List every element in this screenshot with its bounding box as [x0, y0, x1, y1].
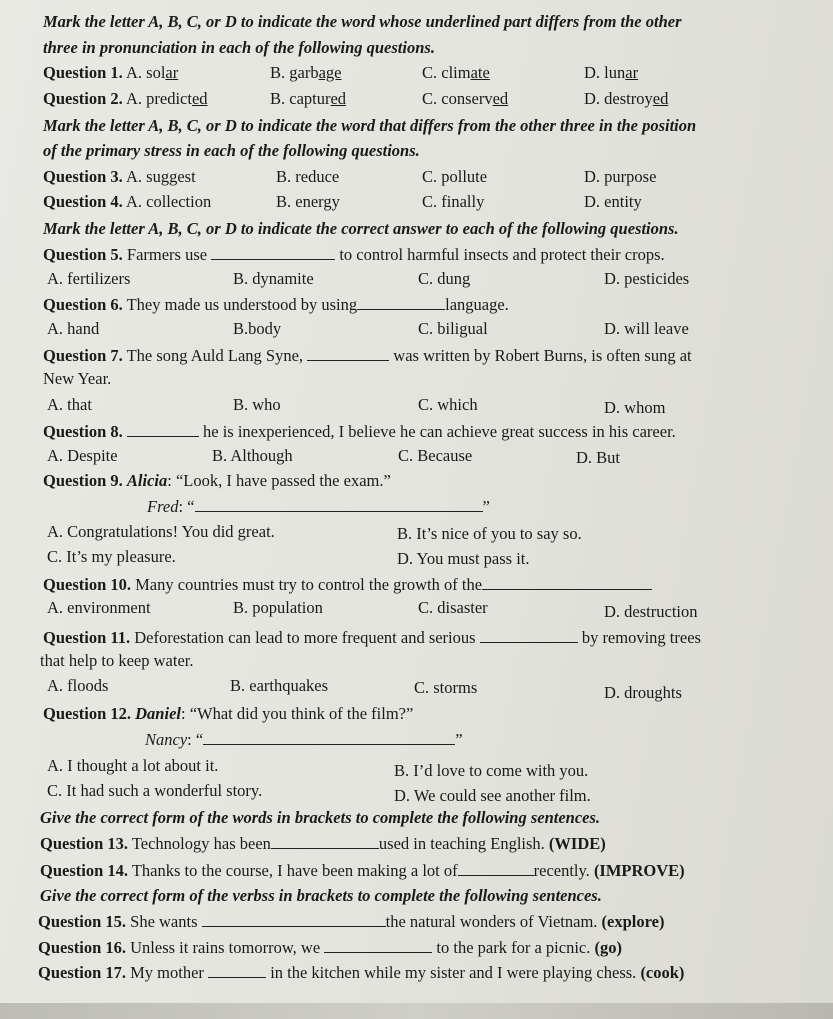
- question-4-option-c: C. finally: [422, 192, 485, 211]
- question-2-option-d: D. destroyed: [584, 89, 669, 108]
- question-2-option-c: C. conserved: [422, 89, 509, 108]
- question-11: Question 11. Deforestation can lead to more frequent and serious by removing trees: [43, 628, 701, 647]
- question-17: Question 17. My mother in the kitchen while my sister and I were playing chess. (cook): [38, 963, 685, 982]
- answer-blank[interactable]: [208, 962, 266, 978]
- question-5: Question 5. Farmers use to control harmful insects and protect their crops.: [43, 245, 665, 264]
- answer-blank[interactable]: [357, 294, 445, 310]
- question-10-option-b: B. population: [233, 598, 323, 617]
- question-16: Question 16. Unless it rains tomorrow, we to the park for a picnic. (go): [38, 938, 622, 957]
- answer-blank[interactable]: [458, 860, 534, 876]
- word-hint: (WIDE): [548, 834, 606, 853]
- question-6-option-c: C. biligual: [418, 319, 488, 338]
- question-2-option-b: B. captured: [270, 89, 347, 108]
- question-8-option-d: D. But: [576, 448, 621, 467]
- question-11-option-b: B. earthquakes: [230, 676, 329, 695]
- question-9-option-d: D. You must pass it.: [397, 549, 530, 568]
- answer-blank[interactable]: [480, 627, 578, 643]
- word-hint: (go): [594, 938, 622, 957]
- question-12-option-d: D. We could see another film.: [394, 786, 591, 805]
- option-a: A. suggest: [125, 167, 196, 186]
- question-5-option-b: B. dynamite: [233, 269, 314, 288]
- question-2: [43, 89, 208, 109]
- question-8: Question 8. he is inexperienced, I believe he can achieve great success in his career.: [43, 422, 676, 441]
- question-label: Question 2.: [43, 89, 123, 108]
- question-8-option-b: B. Although: [212, 446, 293, 465]
- question-3-option-d: D. purpose: [584, 167, 657, 186]
- question-12-option-a: A. I thought a lot about it.: [47, 756, 219, 775]
- question-12-option-c: C. It had such a wonderful story.: [47, 781, 263, 800]
- question-11-continued: that help to keep water.: [40, 651, 194, 670]
- word-hint: (cook): [640, 963, 685, 982]
- question-11-option-d: D. droughts: [604, 683, 682, 702]
- question-1-option-b: B. garbage: [270, 63, 342, 82]
- question-12: Question 12. Daniel: “What did you think of the film?”: [43, 704, 414, 723]
- answer-blank[interactable]: [271, 833, 379, 849]
- question-7-option-b: B. who: [233, 395, 281, 414]
- instruction-correct-answer: Mark the letter A, B, C, or D to indicate the correct answer to each of the following questions.: [43, 219, 679, 238]
- answer-blank[interactable]: [307, 345, 389, 361]
- question-8-option-c: C. Because: [398, 446, 473, 465]
- question-12-response: Nancy: “ ”: [145, 730, 463, 749]
- question-9: Question 9. Alicia: “Look, I have passed the exam.”: [43, 471, 391, 490]
- question-10-option-c: C. disaster: [418, 598, 488, 617]
- question-7-continued: New Year.: [43, 369, 112, 388]
- question-7-option-c: C. which: [418, 395, 478, 414]
- speaker-name: Fred: [147, 497, 179, 516]
- question-10-option-d: D. destruction: [604, 602, 698, 621]
- question-5-option-d: D. pesticides: [604, 269, 690, 288]
- question-1: [43, 63, 178, 83]
- option-a: A. predicted: [125, 89, 208, 108]
- instruction-stress-line2: of the primary stress in each of the following questions.: [43, 141, 420, 160]
- question-5-option-c: C. dung: [418, 269, 471, 288]
- answer-blank[interactable]: [324, 937, 432, 953]
- question-6-option-a: A. hand: [47, 319, 100, 338]
- option-a: A. solar: [125, 63, 179, 82]
- question-label: Question 1.: [43, 63, 123, 82]
- question-9-option-a: A. Congratulations! You did great.: [47, 522, 275, 541]
- answer-blank[interactable]: [202, 911, 386, 927]
- question-4: Question 4. A. collection: [43, 192, 212, 211]
- question-9-option-b: B. It’s nice of you to say so.: [397, 524, 582, 543]
- question-4-option-d: D. entity: [584, 192, 642, 211]
- question-1-option-c: C. climate: [422, 63, 490, 82]
- question-7-option-a: A. that: [47, 395, 92, 414]
- question-1-option-d: D. lunar: [584, 63, 639, 82]
- question-6-option-d: D. will leave: [604, 319, 689, 338]
- question-13: Question 13. Technology has been used in teaching English. (WIDE): [40, 834, 606, 853]
- question-11-option-a: A. floods: [47, 676, 109, 695]
- question-3: Question 3. A. suggest: [43, 167, 196, 186]
- question-7-option-d: D. whom: [604, 398, 666, 417]
- question-6-option-b: B.body: [233, 319, 282, 338]
- question-3-option-b: B. reduce: [276, 167, 340, 186]
- question-9-option-c: C. It’s my pleasure.: [47, 547, 176, 566]
- question-14: Question 14. Thanks to the course, I have been making a lot of recently. (IMPROVE): [40, 861, 685, 880]
- question-12-option-b: B. I’d love to come with you.: [394, 761, 589, 780]
- page-bottom-edge: [0, 1003, 833, 1019]
- question-5-option-a: A. fertilizers: [47, 269, 131, 288]
- question-8-option-a: A. Despite: [47, 446, 118, 465]
- answer-blank[interactable]: [203, 729, 455, 745]
- answer-blank[interactable]: [127, 421, 199, 437]
- instruction-verb-form: Give the correct form of the verbss in brackets to complete the following sentences.: [40, 886, 602, 905]
- instruction-stress-line1: Mark the letter A, B, C, or D to indicate the word that differs from the other three in the position: [43, 116, 697, 135]
- speaker-name: Nancy: [145, 730, 188, 749]
- instruction-pronunciation-line1: Mark the letter A, B, C, or D to indicate the word whose underlined part differs from the other: [43, 12, 682, 31]
- answer-blank[interactable]: [482, 574, 652, 590]
- speaker-name: Alicia: [126, 471, 168, 490]
- question-7: Question 7. The song Auld Lang Syne, was written by Robert Burns, is often sung at: [43, 346, 692, 365]
- question-10-option-a: A. environment: [47, 598, 151, 617]
- word-hint: (explore): [601, 912, 665, 931]
- question-15: Question 15. She wants the natural wonders of Vietnam. (explore): [38, 912, 665, 931]
- question-9-response: Fred: “ ”: [147, 497, 490, 516]
- instruction-word-form: Give the correct form of the words in brackets to complete the following sentences.: [40, 808, 601, 827]
- instruction-pronunciation-line2: three in pronunciation in each of the following questions.: [43, 38, 435, 57]
- question-3-option-c: C. pollute: [422, 167, 488, 186]
- answer-blank[interactable]: [195, 496, 483, 512]
- question-4-option-b: B. energy: [276, 192, 340, 211]
- option-a: A. collection: [125, 192, 212, 211]
- question-6: Question 6. They made us understood by using language.: [43, 295, 509, 314]
- word-hint: (IMPROVE): [593, 861, 685, 880]
- answer-blank[interactable]: [211, 244, 335, 260]
- speaker-name: Daniel: [135, 704, 181, 723]
- question-10: Question 10. Many countries must try to control the growth of the: [43, 574, 652, 595]
- question-11-option-c: C. storms: [414, 678, 478, 697]
